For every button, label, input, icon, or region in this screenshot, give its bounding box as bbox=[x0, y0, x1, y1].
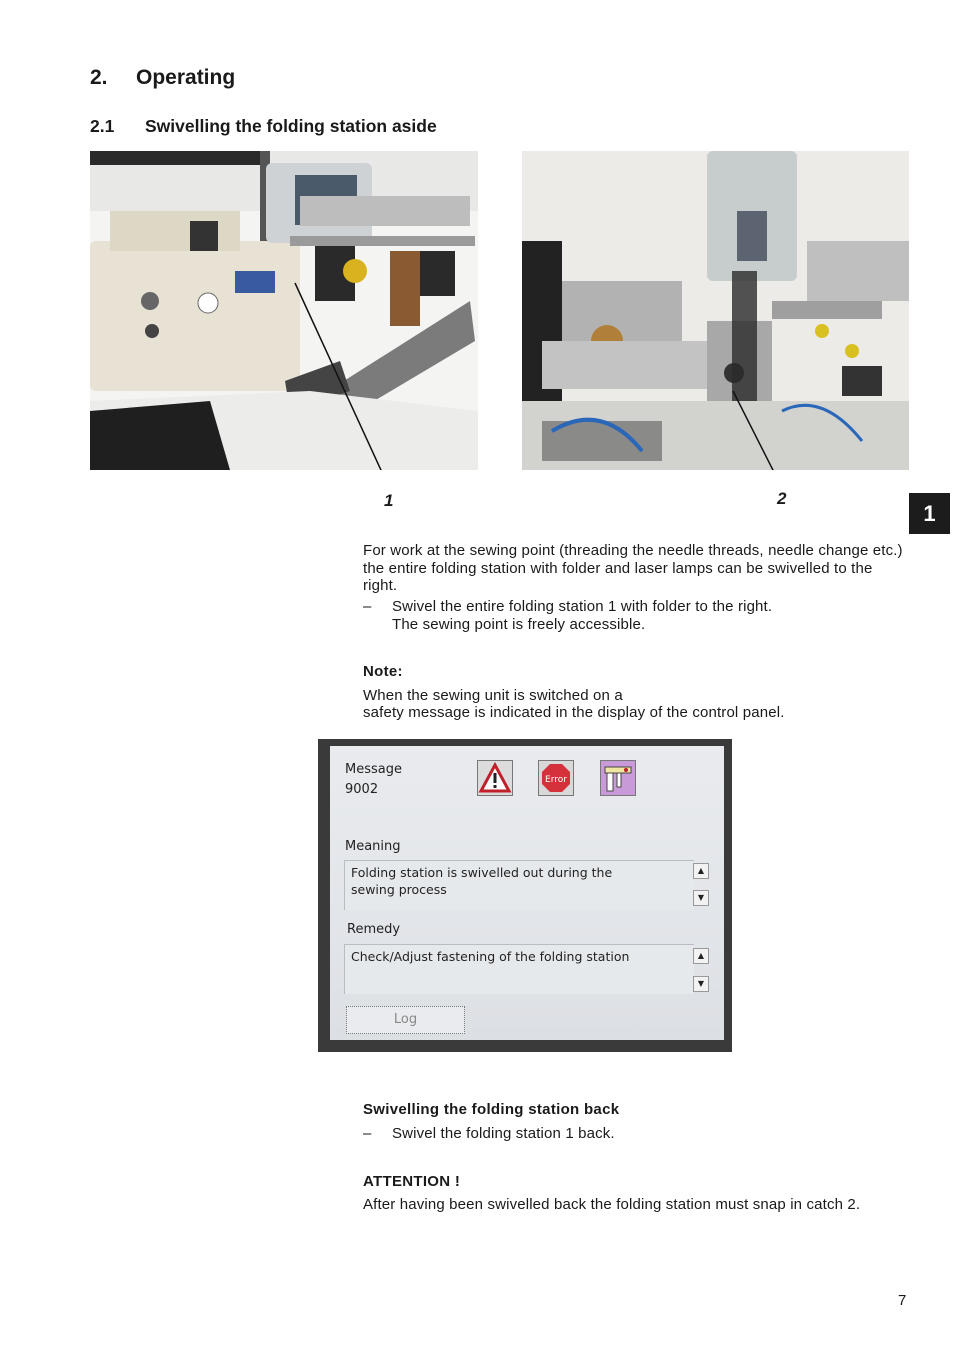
swivel-back-step: Swivel the folding station 1 back. bbox=[392, 1125, 615, 1142]
photo-folding-station-overview bbox=[90, 151, 478, 470]
remedy-label: Remedy bbox=[347, 922, 401, 937]
attention-text: After having been swivelled back the folding station must snap in catch 2. bbox=[363, 1196, 861, 1213]
subsection-number: 2.1 bbox=[90, 116, 115, 136]
chapter-tab: 1 bbox=[909, 493, 950, 534]
page-number: 7 bbox=[898, 1292, 907, 1309]
note-line2: safety message is indicated in the display of the control panel. bbox=[363, 704, 785, 721]
section-number: 2. bbox=[90, 66, 108, 89]
error-icon-text: Error bbox=[545, 775, 567, 785]
section-title: Operating bbox=[136, 66, 236, 89]
message-code: 9002 bbox=[345, 782, 379, 797]
section-heading bbox=[90, 66, 235, 90]
swivel-back-label: Swivelling the folding station back bbox=[363, 1101, 620, 1118]
remedy-scroll-up[interactable]: ▲ bbox=[693, 948, 709, 964]
control-panel-screen bbox=[330, 746, 724, 1040]
meaning-scroll-down[interactable]: ▼ bbox=[693, 890, 709, 906]
remedy-text: Check/Adjust fastening of the folding station bbox=[344, 944, 694, 994]
subsection-title: Swivelling the folding station aside bbox=[145, 116, 437, 136]
note-line1: When the sewing unit is switched on a bbox=[363, 687, 623, 704]
step1-line2: The sewing point is freely accessible. bbox=[392, 616, 646, 633]
message-label: Message bbox=[345, 762, 402, 777]
error-stop-icon bbox=[538, 760, 574, 796]
attention-label: ATTENTION ! bbox=[363, 1173, 461, 1190]
warning-icon bbox=[477, 760, 513, 796]
callout-label-1: 1 bbox=[384, 491, 394, 510]
remedy-scroll-down[interactable]: ▼ bbox=[693, 976, 709, 992]
control-panel-display bbox=[318, 739, 732, 1052]
meaning-label: Meaning bbox=[345, 839, 401, 854]
step1-dash: – bbox=[363, 598, 372, 615]
meaning-text: Folding station is swivelled out during the sewing process bbox=[344, 860, 694, 910]
swivel-back-dash: – bbox=[363, 1125, 372, 1142]
note-label: Note: bbox=[363, 663, 403, 680]
photo-catch-closeup bbox=[522, 151, 909, 470]
step1-line1: Swivel the entire folding station 1 with folder to the right. bbox=[392, 598, 773, 615]
folding-station-icon bbox=[600, 760, 636, 796]
subsection-heading bbox=[90, 116, 437, 137]
log-button[interactable]: Log bbox=[346, 1006, 465, 1034]
meaning-scroll-up[interactable]: ▲ bbox=[693, 863, 709, 879]
intro-paragraph: For work at the sewing point (threading the needle threads, needle change etc.) the entire folding station with folder and laser lamps can be swivelled to the right. bbox=[363, 542, 903, 594]
callout-label-2: 2 bbox=[777, 489, 787, 508]
